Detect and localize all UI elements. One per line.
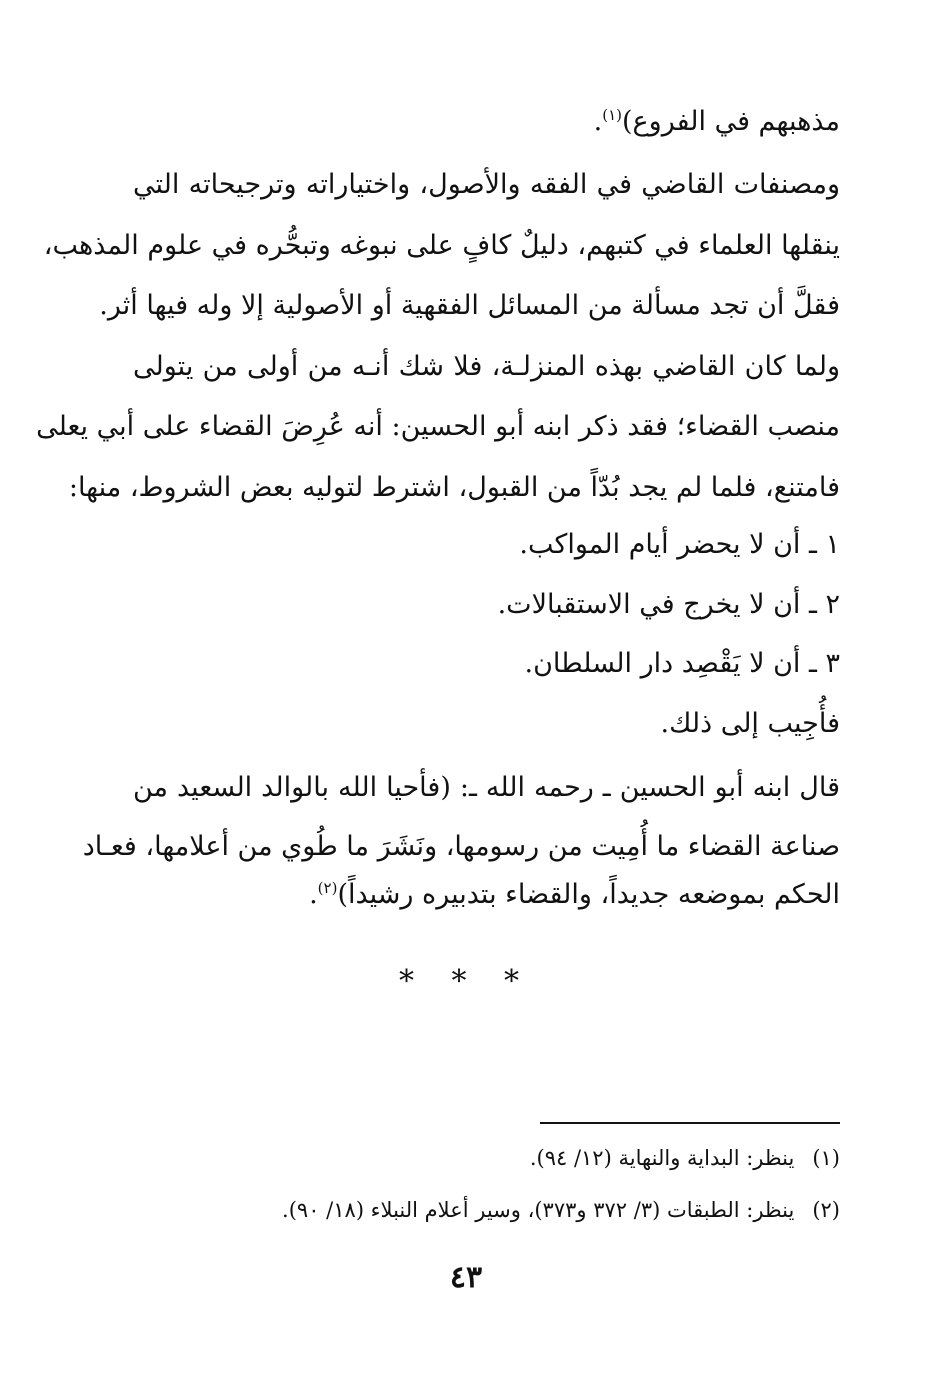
paragraph-line-4: فقلَّ أن تجد مسألة من المسائل الفقهية أو الأصولية إلا وله فيها أثر. [99,290,840,321]
paragraph-line-3: ينقلها العلماء في كتبهم، دليلٌ كافٍ على نبوغه وتبحُّره في علوم المذهب، [43,230,840,261]
footnote-2 [282,1194,840,1226]
condition-item-3: ٣ ـ أن لا يَقْصِد دار السلطان. [524,648,840,679]
paragraph-line-14 [309,875,840,915]
paragraph-line-7: فامتنع، فلما لم يجد بُدّاً من القبول، اشترط لتوليه بعض الشروط، منها: [68,472,840,503]
paragraph-line-5: ولما كان القاضي بهذه المنزلـة، فلا شك أنـه من أولى من يتولى [133,351,840,382]
condition-item-1: ١ ـ أن لا يحضر أيام المواكب. [519,529,840,560]
footnote-1 [530,1142,840,1174]
paragraph-line-13: صناعة القضاء ما أُمِيت من رسومها، ونَشَرَ ما طُوي من أعلامها، فعـاد [82,831,840,862]
condition-item-2: ٢ ـ أن لا يخرج في الاستقبالات. [497,589,840,620]
footnote-2-number: (٢) [812,1198,840,1222]
section-separator: * * * [398,964,534,999]
line-1-text: مذهبهم في الفروع) [622,106,840,137]
paragraph-line-12: قال ابنه أبو الحسين ـ رحمه الله ـ: (فأحيا الله بالوالد السعيد من [133,772,840,803]
line-14-tail: . [309,879,318,910]
line-14-text: الحكم بموضعه جديداً، والقضاء بتدبيره رشيداً) [337,879,840,910]
footnote-marker-1: (١) [602,106,623,124]
footnote-marker-2: (٢) [317,879,338,897]
footnote-1-text: ينظر: البداية والنهاية (١٢/ ٩٤). [529,1146,795,1170]
paragraph-line-1 [594,102,840,142]
footnote-2-text: ينظر: الطبقات (٣/ ٣٧٢ و٣٧٣)، وسير أعلام النبلاء (١٨/ ٩٠). [282,1198,795,1222]
paragraph-line-2: ومصنفات القاضي في الفقه والأصول، واختياراته وترجيحاته التي [133,169,840,200]
paragraph-line-6: منصب القضاء؛ فقد ذكر ابنه أبو الحسين: أنه عُرِضَ القضاء على أبي يعلى [36,411,840,442]
page-number: ٤٣ [449,1260,483,1295]
footnote-divider [540,1122,840,1124]
paragraph-line-11: فأُجِيب إلى ذلك. [660,708,840,739]
footnote-1-number: (١) [812,1146,840,1170]
line-1-tail: . [593,106,603,137]
